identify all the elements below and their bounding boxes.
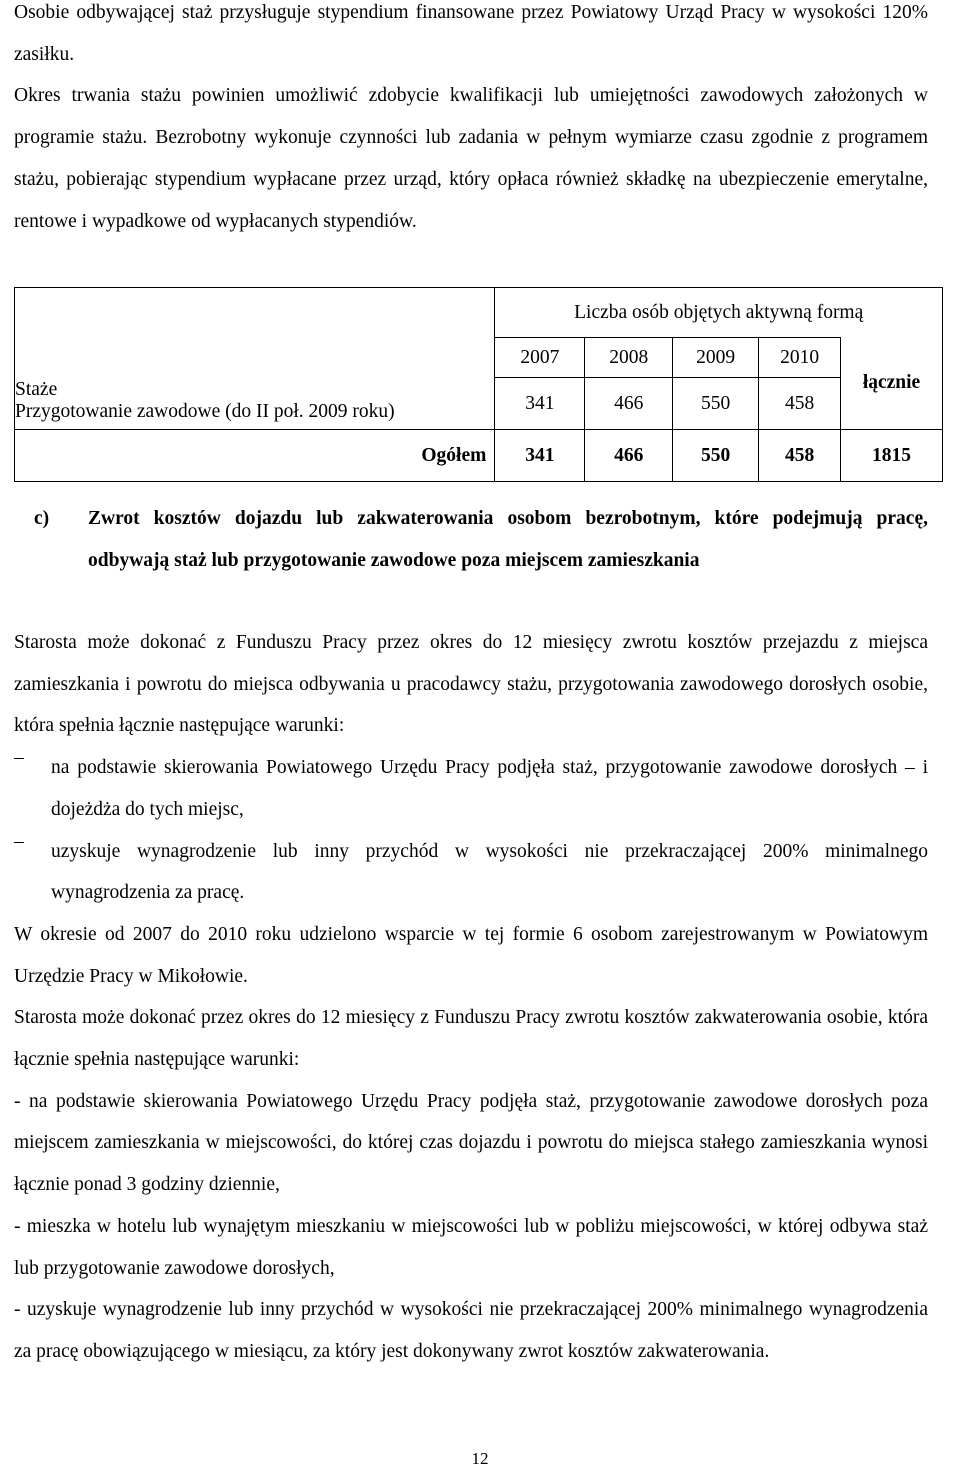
section-c-heading — [14, 498, 928, 581]
value-2007: 341 — [495, 378, 585, 430]
body-paragraph-5: - mieszka w hotelu lub wynajętym mieszkaniu w miejscowości lub w pobliżu miejscowości, w której odbywa staż lub przygotowanie zawodowe dorosłych, — [14, 1215, 928, 1279]
dash-bullet-2: – — [14, 830, 24, 852]
total-header: łącznie — [841, 338, 943, 430]
value-2008: 466 — [585, 378, 673, 430]
value-2010: 458 — [759, 378, 841, 430]
dash-text-2: uzyskuje wynagrodzenie lub inny przychód w wysokości nie przekraczającej 200% minimalnego wynagrodzenia za pracę. — [51, 840, 928, 904]
dash-item-1 — [14, 747, 928, 830]
dash-item-2 — [14, 831, 928, 914]
sum-total: 1815 — [841, 430, 943, 482]
year-2007: 2007 — [495, 338, 585, 378]
year-2008: 2008 — [585, 338, 673, 378]
row-label-cell — [15, 288, 495, 430]
sum-2008: 466 — [585, 430, 673, 482]
intro-line: Osobie odbywającej staż przysługuje stypendium finansowane przez Powiatowy Urząd Pracy w wysokości 120% zasiłku. — [14, 2, 928, 65]
section-c-label: c) — [34, 508, 50, 529]
dash-bullet-1: – — [14, 747, 24, 769]
body-paragraph-6: - uzyskuje wynagrodzenie lub inny przychód w wysokości nie przekraczającej 200% minimalnego wynagrodzenia za pracę obowiązującego w miesiącu, za który jest dokonywany zwrot kosztów zakwaterowania. — [14, 1299, 928, 1362]
dash-text-1: na podstawie skierowania Powiatowego Urzędu Pracy podjęła staż, przygotowanie zawodowe dorosłych – i dojeżdża do tych miejsc, — [51, 757, 928, 820]
body-block — [14, 622, 928, 1373]
body-paragraph-2: W okresie od 2007 do 2010 roku udzielono wsparcie w tej formie 6 osobom zarejestrowanym w Powiatowym Urzędzie Pracy w Mikołowie. — [14, 923, 928, 987]
year-2009: 2009 — [673, 338, 759, 378]
statistics-table — [14, 287, 943, 482]
sum-2007: 341 — [495, 430, 585, 482]
sum-2009: 550 — [673, 430, 759, 482]
page-number: 12 — [471, 1449, 489, 1468]
body-paragraph-1: Starosta może dokonać z Funduszu Pracy przez okres do 12 miesięcy zwrotu kosztów przejazdu z miejsca zamieszkania i powrotu do miejsca odbywania u pracodawcy stażu, przygotowania zawodowego dorosłych osobie, która spełnia łącznie następujące warunki: — [14, 632, 928, 737]
value-2009: 550 — [673, 378, 759, 430]
intro-block — [14, 0, 928, 242]
sum-label: Ogółem — [15, 430, 495, 482]
table-main-header: Liczba osób objętych aktywną formą — [495, 288, 943, 338]
year-2010: 2010 — [759, 338, 841, 378]
row-label-stazE: Staże — [15, 379, 58, 400]
sum-2010: 458 — [759, 430, 841, 482]
body-paragraph-3: Starosta może dokonać przez okres do 12 miesięcy z Funduszu Pracy zwrotu kosztów zakwaterowania osobie, która łącznie spełnia następujące warunki: — [14, 1007, 928, 1071]
row-label-przygotowanie: Przygotowanie zawodowe (do II poł. 2009 roku) — [15, 401, 395, 422]
intro-paragraph: Okres trwania stażu powinien umożliwić zdobycie kwalifikacji lub umiejętności zawodowych założonych w programie stażu. Bezrobotny wykonuje czynności lub zadania w pełnym wymiarze czasu zgodnie z programem stażu, pobierając stypendium wypłacane przez urząd, który opłaca również składkę na ubezpieczenie emerytalne, rentowe i wypadkowe od wypłacanych stypendiów. — [14, 85, 928, 232]
body-paragraph-4: - na podstawie skierowania Powiatowego Urzędu Pracy podjęła staż, przygotowanie zawodowe dorosłych poza miejscem zamieszkania w miejscowości, do której czas dojazdu i powrotu do miejsca stałego zamieszkania wynosi łącznie ponad 3 godziny dziennie, — [14, 1090, 928, 1196]
section-c-title: Zwrot kosztów dojazdu lub zakwaterowania osobom bezrobotnym, które podejmują pracę, odbywają staż lub przygotowanie zawodowe poza miejscem zamieszkania — [88, 508, 928, 571]
